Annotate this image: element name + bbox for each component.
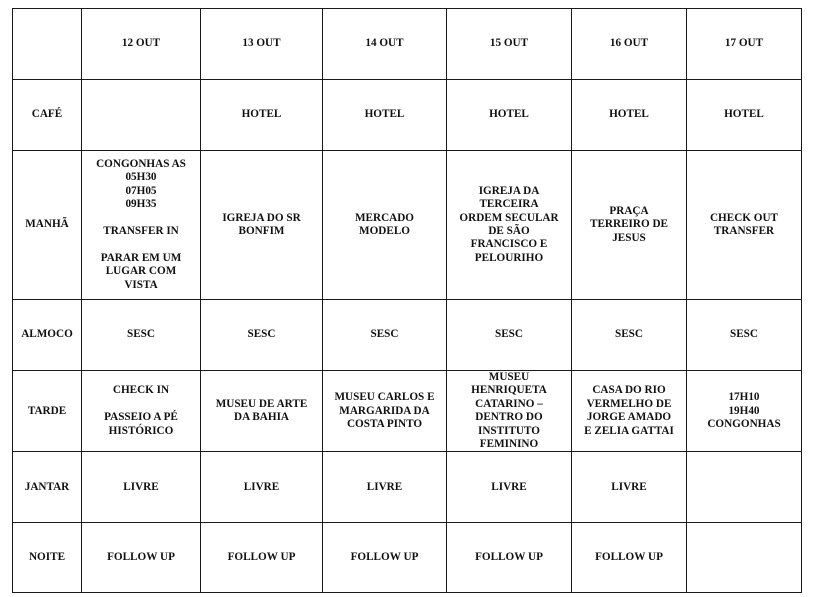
schedule-cell [572, 300, 687, 371]
cell-line: 09H35 [125, 198, 157, 211]
schedule-cell [687, 151, 802, 300]
cell-line: CONGONHAS [707, 417, 781, 430]
cell-line: MUSEU CARLOS E [334, 391, 435, 404]
cell-line: TRANSFER [713, 225, 775, 237]
cell-line: FOLLOW UP [475, 551, 543, 564]
cell-line: CHECK IN [112, 384, 170, 397]
corner-cell [13, 9, 82, 80]
cell-line: BONFIM [238, 225, 285, 237]
schedule-cell [687, 80, 802, 151]
header-row [13, 9, 802, 80]
schedule-cell [572, 452, 687, 523]
cell-line: MODELO [359, 225, 410, 237]
date-header: 12 OUT [82, 9, 201, 80]
cell-line: LUGAR COM [105, 265, 177, 278]
cell-line: FEMININO [479, 438, 539, 451]
schedule-body [13, 80, 802, 593]
cell-line: LIVRE [611, 480, 647, 493]
table-row [13, 300, 802, 371]
cell-line: DA BAHIA [233, 411, 289, 424]
schedule-cell [201, 371, 323, 452]
cell-line: MERCADO [354, 211, 415, 224]
cell-line: DE SÃO [488, 225, 530, 237]
cell-line: 05H30 [125, 171, 157, 184]
cell-line: TRANSFER IN [103, 225, 179, 237]
schedule-cell [82, 151, 201, 300]
schedule-cell [572, 80, 687, 151]
cell-line: SESC [615, 328, 643, 341]
schedule-cell [201, 80, 323, 151]
schedule-cell [687, 300, 802, 371]
cell-line: FOLLOW UP [350, 551, 419, 564]
cell-line: 07H05 [125, 184, 157, 197]
schedule-cell [82, 452, 201, 523]
cell-line: JESUS [612, 231, 646, 244]
cell-line: PELOURIHO [474, 251, 544, 264]
schedule-cell [447, 151, 572, 300]
cell-line: FOLLOW UP [595, 551, 663, 564]
table-row [13, 371, 802, 452]
cell-line: SESC [495, 328, 523, 341]
cell-line: 19H40 [728, 404, 760, 417]
cell-line: DENTRO DO [475, 411, 543, 424]
period-label: CAFÉ [13, 80, 82, 151]
cell-line: INSTITUTO [478, 424, 540, 437]
cell-line: CHECK OUT [709, 211, 779, 224]
cell-line: COSTA PINTO [346, 417, 423, 430]
schedule-cell [447, 300, 572, 371]
schedule-cell [572, 523, 687, 593]
schedule-cell [201, 452, 323, 523]
cell-line: SESC [127, 328, 155, 341]
cell-line: VERMELHO DE [586, 397, 672, 410]
schedule-cell [82, 523, 201, 593]
schedule-cell [323, 452, 447, 523]
date-header: 16 OUT [572, 9, 687, 80]
cell-line: IGREJA DO SR [222, 211, 301, 224]
date-header: 14 OUT [323, 9, 447, 80]
date-header: 15 OUT [447, 9, 572, 80]
schedule-cell [447, 80, 572, 151]
schedule-cell [82, 300, 201, 371]
period-label: ALMOCO [13, 300, 82, 371]
schedule-cell [201, 300, 323, 371]
table-row [13, 523, 802, 593]
cell-line: MARGARIDA DA [339, 404, 430, 417]
line-spacer [85, 238, 197, 251]
date-header: 13 OUT [201, 9, 323, 80]
schedule-cell [447, 523, 572, 593]
table-row [13, 151, 802, 300]
cell-line: FOLLOW UP [107, 551, 175, 564]
schedule-cell [82, 371, 201, 452]
schedule-cell [687, 371, 802, 452]
schedule-cell [82, 80, 201, 151]
cell-line: FOLLOW UP [227, 551, 296, 564]
schedule-table [12, 8, 802, 593]
schedule-cell [447, 371, 572, 452]
schedule-cell [323, 300, 447, 371]
cell-line: HOTEL [489, 108, 529, 121]
cell-line: PARAR EM UM [100, 251, 182, 264]
schedule-cell [323, 151, 447, 300]
cell-line: E ZELIA GATTAI [584, 424, 674, 437]
cell-line: FRANCISCO E [470, 238, 548, 251]
schedule-cell [201, 151, 323, 300]
schedule-cell [687, 452, 802, 523]
cell-line: PRAÇA [609, 204, 649, 217]
cell-line: LIVRE [123, 480, 159, 493]
cell-line: CASA DO RIO [592, 384, 666, 397]
cell-line: SESC [370, 328, 399, 341]
cell-line: HENRIQUETA [471, 384, 547, 397]
cell-line: CONGONHAS AS [96, 157, 186, 170]
cell-line: LIVRE [366, 480, 403, 493]
schedule-cell [572, 151, 687, 300]
cell-line: TERCEIRA [479, 198, 539, 211]
period-label: MANHÃ [13, 151, 82, 300]
schedule-cell [572, 371, 687, 452]
cell-line: LIVRE [491, 480, 527, 493]
cell-line: JORGE AMADO [586, 411, 672, 424]
cell-line: IGREJA DA [478, 184, 540, 197]
schedule-cell [323, 523, 447, 593]
cell-line: SESC [247, 328, 276, 341]
schedule-cell [447, 452, 572, 523]
schedule-cell [323, 80, 447, 151]
period-label: NOITE [13, 523, 82, 593]
cell-line: HOTEL [609, 108, 649, 121]
period-label: JANTAR [13, 452, 82, 523]
schedule-cell [201, 523, 323, 593]
cell-line: MUSEU DE ARTE [215, 397, 308, 410]
cell-line: PASSEIO A PÉ [104, 411, 178, 424]
cell-line: HOTEL [364, 108, 405, 121]
cell-line: HOTEL [241, 108, 282, 121]
cell-line: ORDEM SECULAR [459, 211, 559, 224]
cell-line: 17H10 [728, 391, 760, 404]
line-spacer [85, 398, 197, 411]
date-header: 17 OUT [687, 9, 802, 80]
cell-line: HOTEL [724, 108, 764, 121]
schedule-cell [687, 523, 802, 593]
cell-line: LIVRE [243, 480, 280, 493]
cell-line: VISTA [124, 278, 158, 291]
schedule-cell [323, 371, 447, 452]
cell-line: SESC [730, 328, 758, 341]
period-label: TARDE [13, 371, 82, 452]
cell-line: TERREIRO DE [589, 218, 669, 231]
line-spacer [85, 212, 197, 225]
table-row [13, 80, 802, 151]
cell-line: MUSEU [488, 371, 530, 383]
cell-line: HISTÓRICO [108, 424, 174, 437]
table-row [13, 452, 802, 523]
cell-line: CATARINO – [475, 397, 543, 410]
